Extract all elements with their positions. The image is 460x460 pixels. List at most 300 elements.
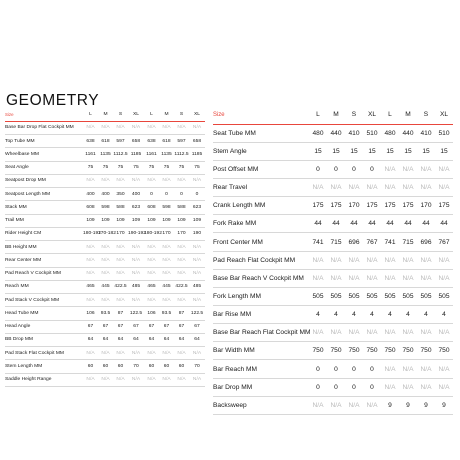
table-cell: N/A xyxy=(177,244,186,250)
table-cell: 15 xyxy=(368,147,376,155)
table-cell: N/A xyxy=(177,271,186,277)
table-cell: N/A xyxy=(116,297,125,303)
table-cell: 1135 xyxy=(161,151,172,157)
table-cell: 1161 xyxy=(85,151,96,157)
table-cell: 15 xyxy=(350,147,358,155)
row-label: Base Bar Reach V Cockpit MM xyxy=(213,274,304,282)
row-label: Bar Rise MM xyxy=(213,311,252,319)
table-cell: N/A xyxy=(86,244,95,250)
table-cell: 93.5 xyxy=(100,310,111,316)
table-row xyxy=(213,378,453,396)
table-cell: 465 xyxy=(147,284,156,290)
size-column-header: M xyxy=(103,111,108,117)
row-label: BB Height MM xyxy=(5,244,37,250)
table-cell: 623 xyxy=(131,204,141,210)
table-cell: N/A xyxy=(384,256,396,264)
table-cell: N/A xyxy=(116,271,125,277)
table-cell: 0 xyxy=(316,165,320,173)
table-cell: 505 xyxy=(366,292,378,300)
table-row xyxy=(5,320,205,333)
table-cell: N/A xyxy=(402,383,414,391)
table-cell: 445 xyxy=(101,284,110,290)
table-cell: N/A xyxy=(177,377,186,383)
table-cell: N/A xyxy=(131,297,141,303)
table-cell: 64 xyxy=(163,337,170,343)
table-cell: N/A xyxy=(312,274,324,282)
table-cell: N/A xyxy=(162,350,171,356)
table-cell: 750 xyxy=(420,347,432,355)
table-cell: N/A xyxy=(101,178,110,184)
table-cell: 70 xyxy=(133,363,139,369)
table-cell: 598 xyxy=(162,204,171,210)
table-cell: 440 xyxy=(402,129,414,137)
table-cell: 170 xyxy=(177,231,186,237)
table-cell: 60 xyxy=(178,363,185,369)
table-cell: 598 xyxy=(101,204,110,210)
table-cell: 180-192 xyxy=(83,231,101,237)
table-cell: N/A xyxy=(177,350,186,356)
table-cell: N/A xyxy=(101,244,110,250)
table-cell: N/A xyxy=(131,377,141,383)
table-cell: 15 xyxy=(404,147,412,155)
table-cell: 618 xyxy=(162,138,171,144)
size-column-header: XL xyxy=(133,111,139,117)
table-cell: 445 xyxy=(162,284,171,290)
table-cell: 1112.5 xyxy=(174,151,189,157)
table-cell: 623 xyxy=(192,204,202,210)
table-row xyxy=(213,342,453,360)
table-cell: 64 xyxy=(148,337,155,343)
table-cell: 175 xyxy=(312,202,324,210)
row-label: Seat Angle xyxy=(5,165,29,171)
table-cell: 750 xyxy=(438,347,450,355)
table-cell: N/A xyxy=(312,329,324,337)
table-row xyxy=(5,373,205,386)
table-cell: N/A xyxy=(312,184,324,192)
table-row xyxy=(213,124,453,142)
table-cell: 0 xyxy=(370,383,374,391)
table-row xyxy=(5,307,205,320)
row-label: Seatpost Length MM xyxy=(5,191,51,197)
table-cell: 170 xyxy=(162,231,171,237)
table-cell: N/A xyxy=(330,256,342,264)
table-cell: 505 xyxy=(330,292,342,300)
table-cell: N/A xyxy=(438,383,450,391)
table-cell: N/A xyxy=(86,377,95,383)
table-cell: N/A xyxy=(101,377,110,383)
table-cell: 9 xyxy=(406,401,410,409)
table-cell: N/A xyxy=(366,184,378,192)
table-cell: 64 xyxy=(178,337,185,343)
table-cell: 75 xyxy=(117,165,124,171)
table-cell: 0 xyxy=(165,191,168,197)
row-label: Wheelbase MM xyxy=(5,151,39,157)
row-label: Stem Length MM xyxy=(5,363,43,369)
table-cell: N/A xyxy=(131,257,141,263)
table-cell: N/A xyxy=(330,184,342,192)
table-row xyxy=(213,396,453,414)
table-cell: N/A xyxy=(420,256,432,264)
row-label: Saddle Height Range xyxy=(5,377,52,383)
table-cell: 750 xyxy=(348,347,360,355)
table-cell: 485 xyxy=(192,284,202,290)
table-cell: N/A xyxy=(312,256,324,264)
size-column-header: L xyxy=(316,111,320,119)
table-cell: N/A xyxy=(162,178,171,184)
table-cell: 67 xyxy=(178,324,185,330)
row-label: Head Tube MM xyxy=(5,310,39,316)
table-cell: 64 xyxy=(194,337,200,343)
table-cell: 4 xyxy=(388,311,392,319)
row-label: Bar Drop MM xyxy=(213,383,253,391)
table-cell: 106 xyxy=(147,310,156,316)
table-row xyxy=(5,214,205,227)
table-cell: N/A xyxy=(101,297,110,303)
table-cell: 9 xyxy=(442,401,446,409)
row-label: Pad Stack Flat Cockpit MM xyxy=(5,350,64,356)
table-cell: 0 xyxy=(195,191,199,197)
table-cell: 510 xyxy=(438,129,450,137)
row-label: Base Bar Reach Flat Cockpit MM xyxy=(213,329,311,337)
table-cell: N/A xyxy=(116,377,125,383)
table-cell: 9 xyxy=(424,401,428,409)
table-cell: 422.5 xyxy=(114,284,127,290)
table-cell: 67 xyxy=(194,324,200,330)
row-label: BB Drop MM xyxy=(5,337,33,343)
table-cell: 750 xyxy=(330,347,342,355)
row-label: Crank Length MM xyxy=(213,202,266,210)
table-cell: N/A xyxy=(438,165,450,173)
table-cell: 44 xyxy=(314,220,322,228)
table-cell: 465 xyxy=(86,284,95,290)
table-cell: 4 xyxy=(352,311,356,319)
table-row xyxy=(213,160,453,178)
table-cell: 9 xyxy=(388,401,392,409)
table-cell: 715 xyxy=(402,238,414,246)
table-cell: 350 xyxy=(116,191,125,197)
row-label: Pad Stack V Cockpit MM xyxy=(5,297,60,303)
table-cell: N/A xyxy=(402,165,414,173)
table-cell: 67 xyxy=(133,324,139,330)
size-column-header: S xyxy=(179,111,184,117)
table-cell: 44 xyxy=(350,220,358,228)
table-cell: N/A xyxy=(384,165,396,173)
table-cell: 505 xyxy=(420,292,432,300)
row-label: Seat Tube MM xyxy=(213,129,256,137)
table-cell: 170 xyxy=(348,202,360,210)
table-cell: 608 xyxy=(147,204,156,210)
table-cell: 0 xyxy=(180,191,183,197)
table-cell: N/A xyxy=(348,256,360,264)
table-cell: 400 xyxy=(101,191,110,197)
table-cell: 175 xyxy=(330,202,342,210)
table-cell: 60 xyxy=(117,363,124,369)
table-cell: N/A xyxy=(86,350,95,356)
table-row xyxy=(213,324,453,342)
table-cell: N/A xyxy=(131,178,141,184)
table-cell: 0 xyxy=(352,365,356,373)
table-cell: 696 xyxy=(348,238,360,246)
table-cell: 4 xyxy=(334,311,338,319)
row-label: Pad Reach Flat Cockpit MM xyxy=(213,256,296,264)
size-column-header: S xyxy=(351,111,357,119)
table-cell: N/A xyxy=(147,297,156,303)
table-cell: N/A xyxy=(147,257,156,263)
size-column-header: S xyxy=(118,111,123,117)
header-row xyxy=(5,108,205,121)
table-cell: 15 xyxy=(332,147,340,155)
table-cell: 75 xyxy=(163,165,170,171)
row-label: Reach MM xyxy=(5,284,29,290)
table-cell: 485 xyxy=(131,284,141,290)
table-row xyxy=(213,360,453,378)
table-cell: 767 xyxy=(438,238,450,246)
table-row xyxy=(5,227,205,240)
size-column-header: XL xyxy=(367,111,377,119)
table-cell: 638 xyxy=(86,138,95,144)
table-cell: 440 xyxy=(330,129,342,137)
table-cell: 505 xyxy=(348,292,360,300)
table-cell: 15 xyxy=(440,147,448,155)
table-cell: N/A xyxy=(116,125,125,131)
table-cell: 505 xyxy=(402,292,414,300)
table-cell: 480 xyxy=(312,129,324,137)
table-cell: N/A xyxy=(420,383,432,391)
row-label: Stack MM xyxy=(5,204,27,210)
row-label: Head Angle xyxy=(5,324,31,330)
table-cell: N/A xyxy=(147,244,156,250)
table-cell: 64 xyxy=(87,337,94,343)
left-table-body xyxy=(5,121,205,386)
table-cell: 60 xyxy=(102,363,109,369)
table-cell: 175 xyxy=(402,202,414,210)
table-cell: N/A xyxy=(330,329,342,337)
table-cell: N/A xyxy=(366,274,378,282)
table-cell: N/A xyxy=(192,271,202,277)
table-cell: N/A xyxy=(420,329,432,337)
table-cell: 597 xyxy=(177,138,186,144)
row-label: Rider Height CM xyxy=(5,231,42,237)
table-cell: 0 xyxy=(352,165,356,173)
table-cell: 75 xyxy=(102,165,109,171)
table-cell: N/A xyxy=(402,274,414,282)
table-cell: 410 xyxy=(348,129,360,137)
table-cell: N/A xyxy=(86,271,95,277)
right-table-header xyxy=(213,106,453,124)
table-row xyxy=(5,201,205,214)
table-cell: 175 xyxy=(384,202,396,210)
table-cell: N/A xyxy=(147,350,156,356)
table-cell: N/A xyxy=(162,297,171,303)
table-cell: 67 xyxy=(148,324,155,330)
table-cell: 0 xyxy=(370,165,374,173)
table-row xyxy=(5,254,205,267)
table-cell: 67 xyxy=(163,324,170,330)
table-cell: N/A xyxy=(384,184,396,192)
table-row xyxy=(213,215,453,233)
table-cell: 767 xyxy=(366,238,378,246)
table-cell: 741 xyxy=(384,238,396,246)
table-cell: 44 xyxy=(422,220,430,228)
table-cell: 109 xyxy=(116,218,125,224)
table-cell: N/A xyxy=(116,178,125,184)
table-cell: 588 xyxy=(177,204,186,210)
table-cell: 175 xyxy=(438,202,450,210)
table-cell: 44 xyxy=(368,220,376,228)
table-cell: 67 xyxy=(117,324,124,330)
size-column-header: L xyxy=(89,111,92,117)
table-cell: N/A xyxy=(116,257,125,263)
table-cell: 4 xyxy=(406,311,410,319)
table-cell: N/A xyxy=(348,401,360,409)
table-cell: N/A xyxy=(420,365,432,373)
table-cell: N/A xyxy=(348,274,360,282)
table-cell: N/A xyxy=(192,125,202,131)
table-cell: 1185 xyxy=(130,151,142,157)
table-cell: 750 xyxy=(312,347,324,355)
size-column-header: M xyxy=(164,111,169,117)
table-cell: 410 xyxy=(420,129,432,137)
table-cell: N/A xyxy=(147,125,156,131)
table-cell: 64 xyxy=(133,337,139,343)
table-cell: N/A xyxy=(366,401,378,409)
table-cell: N/A xyxy=(192,257,202,263)
table-cell: 0 xyxy=(316,383,320,391)
table-cell: N/A xyxy=(131,271,141,277)
table-cell: N/A xyxy=(177,257,186,263)
table-cell: 658 xyxy=(131,138,141,144)
size-label: Size xyxy=(213,111,225,118)
table-cell: 505 xyxy=(312,292,324,300)
table-cell: 608 xyxy=(86,204,95,210)
table-cell: 4 xyxy=(370,311,374,319)
table-cell: N/A xyxy=(162,377,171,383)
table-cell: N/A xyxy=(131,125,141,131)
table-cell: 510 xyxy=(366,129,378,137)
table-row xyxy=(5,280,205,293)
table-cell: N/A xyxy=(348,329,360,337)
table-cell: 106 xyxy=(86,310,95,316)
row-label: Base Bar Drop Flat Cockpit MM xyxy=(5,125,74,131)
table-cell: 1185 xyxy=(191,151,203,157)
size-column-header: XL xyxy=(194,111,200,117)
table-cell: 67 xyxy=(102,324,109,330)
table-row xyxy=(5,360,205,373)
table-cell: 505 xyxy=(384,292,396,300)
page-title: GEOMETRY xyxy=(6,92,100,109)
table-cell: N/A xyxy=(147,178,156,184)
row-label: Trail MM xyxy=(5,218,24,224)
table-cell: 750 xyxy=(402,347,414,355)
table-cell: 109 xyxy=(177,218,186,224)
table-cell: N/A xyxy=(438,184,450,192)
table-cell: 400 xyxy=(86,191,95,197)
table-cell: N/A xyxy=(402,256,414,264)
table-cell: 618 xyxy=(101,138,110,144)
table-row xyxy=(5,241,205,254)
table-row xyxy=(5,333,205,346)
table-cell: 400 xyxy=(131,191,141,197)
table-cell: N/A xyxy=(192,377,202,383)
table-cell: 170 xyxy=(116,231,125,237)
table-cell: 87 xyxy=(178,310,185,316)
table-cell: N/A xyxy=(101,125,110,131)
table-cell: 109 xyxy=(131,218,141,224)
table-cell: N/A xyxy=(177,297,186,303)
table-cell: 480 xyxy=(384,129,396,137)
table-cell: 75 xyxy=(178,165,185,171)
table-cell: N/A xyxy=(86,257,95,263)
right-table-body xyxy=(213,124,453,414)
table-cell: 0 xyxy=(150,191,153,197)
row-label: Seatpost Drop MM xyxy=(5,178,46,184)
table-cell: 64 xyxy=(102,337,109,343)
table-cell: N/A xyxy=(366,329,378,337)
row-label: Fork Rake MM xyxy=(213,220,257,228)
table-cell: 597 xyxy=(116,138,125,144)
table-cell: 4 xyxy=(424,311,428,319)
table-cell: N/A xyxy=(131,350,141,356)
table-cell: N/A xyxy=(162,271,171,277)
table-row xyxy=(5,294,205,307)
table-row xyxy=(213,269,453,287)
table-cell: N/A xyxy=(366,256,378,264)
table-cell: 122.5 xyxy=(190,310,204,316)
table-row xyxy=(213,233,453,251)
table-cell: N/A xyxy=(420,165,432,173)
table-cell: 638 xyxy=(147,138,156,144)
size-label: Size xyxy=(5,111,14,117)
table-row xyxy=(213,179,453,197)
table-cell: N/A xyxy=(384,329,396,337)
row-label: Bar Reach MM xyxy=(213,365,257,373)
table-cell: 75 xyxy=(148,165,155,171)
table-cell: N/A xyxy=(86,125,95,131)
table-cell: 1161 xyxy=(146,151,157,157)
table-cell: N/A xyxy=(162,244,171,250)
table-cell: 170 xyxy=(420,202,432,210)
table-cell: N/A xyxy=(348,184,360,192)
table-cell: 1135 xyxy=(100,151,111,157)
row-label: Rear Center MM xyxy=(5,257,42,263)
row-label: Backsweep xyxy=(213,401,247,409)
table-cell: N/A xyxy=(192,244,202,250)
left-table-header xyxy=(5,108,205,121)
table-cell: N/A xyxy=(384,274,396,282)
table-row xyxy=(5,267,205,280)
table-cell: N/A xyxy=(86,178,95,184)
table-cell: N/A xyxy=(438,256,450,264)
row-label: Pad Reach V Cockpit MM xyxy=(5,271,61,277)
header-row xyxy=(213,106,453,124)
table-cell: 170-182 xyxy=(98,231,116,237)
table-cell: N/A xyxy=(330,274,342,282)
size-column-header: L xyxy=(150,111,153,117)
table-cell: 60 xyxy=(163,363,170,369)
table-cell: N/A xyxy=(177,178,186,184)
table-cell: 180-192 xyxy=(144,231,162,237)
table-cell: N/A xyxy=(384,365,396,373)
geometry-table-right xyxy=(213,106,453,415)
table-cell: N/A xyxy=(330,401,342,409)
table-row xyxy=(5,347,205,360)
table-cell: N/A xyxy=(162,125,171,131)
table-cell: 15 xyxy=(422,147,430,155)
table-cell: N/A xyxy=(162,257,171,263)
table-cell: 0 xyxy=(334,365,338,373)
table-cell: 87 xyxy=(117,310,124,316)
geometry-table-left xyxy=(5,108,205,387)
